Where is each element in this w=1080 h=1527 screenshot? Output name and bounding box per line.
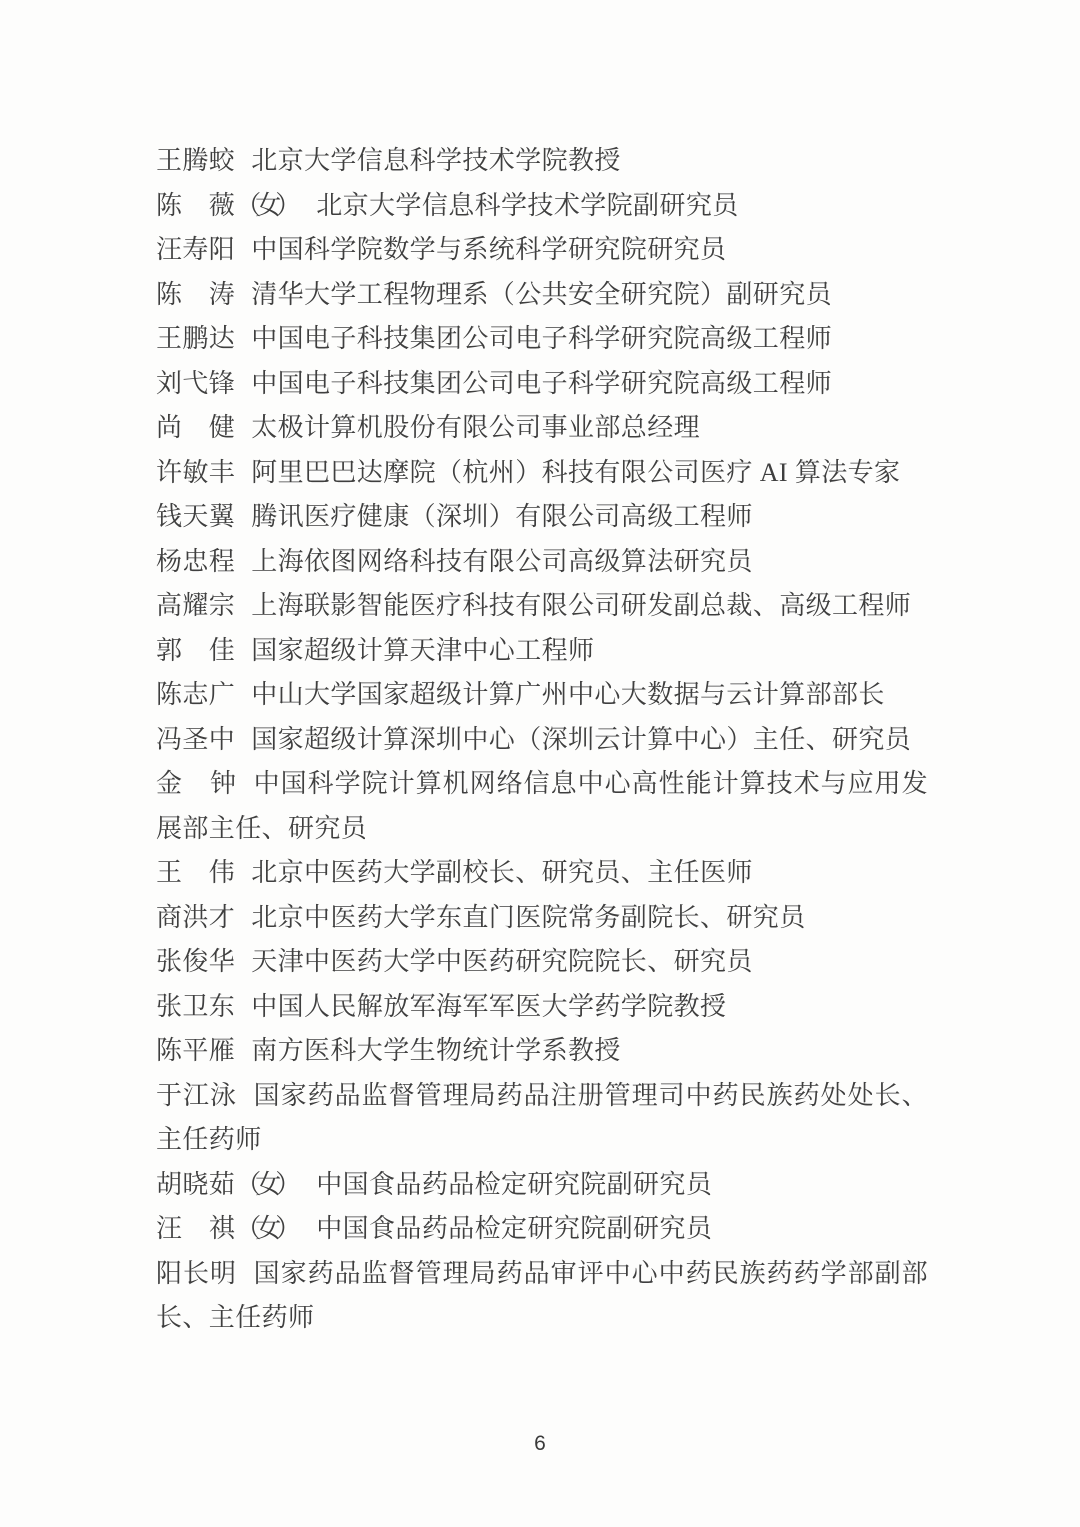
person-name: 金 钟 bbox=[156, 769, 237, 798]
roster-entry bbox=[156, 317, 928, 362]
roster-entry bbox=[156, 1252, 928, 1341]
name-title-separator bbox=[237, 1103, 253, 1104]
person-affiliation: 腾讯医疗健康（深圳）有限公司高级工程师 bbox=[251, 502, 753, 531]
name-title-separator bbox=[235, 658, 251, 659]
person-name: 汪寿阳 bbox=[156, 235, 236, 264]
person-name: 高耀宗 bbox=[156, 591, 236, 620]
person-name: 张俊华 bbox=[156, 947, 236, 976]
person-name: 钱天翼 bbox=[156, 502, 236, 531]
name-title-separator bbox=[237, 1281, 253, 1282]
name-title-separator bbox=[235, 880, 251, 881]
roster-list bbox=[156, 139, 928, 1341]
roster-entry bbox=[156, 851, 928, 896]
name-title-separator bbox=[235, 257, 251, 258]
person-affiliation: 天津中医药大学中医药研究院院长、研究员 bbox=[251, 947, 753, 976]
person-affiliation: 太极计算机股份有限公司事业部总经理 bbox=[251, 413, 701, 442]
person-name: 杨忠程 bbox=[156, 546, 236, 576]
female-marker: （女） bbox=[235, 190, 296, 220]
roster-entry bbox=[156, 762, 928, 851]
name-title-separator bbox=[237, 791, 253, 792]
person-affiliation: 中国食品药品检定研究院副研究员 bbox=[316, 1169, 713, 1199]
person-name: 冯圣中 bbox=[156, 724, 236, 754]
person-name: 陈志广 bbox=[156, 680, 236, 709]
person-affiliation: 国家超级计算深圳中心（深圳云计算中心）主任、研究员 bbox=[251, 724, 912, 754]
roster-entry bbox=[156, 1029, 928, 1074]
name-title-separator bbox=[235, 168, 251, 169]
name-title-separator bbox=[235, 1014, 251, 1015]
roster-entry bbox=[156, 584, 928, 629]
name-title-separator bbox=[289, 213, 316, 214]
roster-entry bbox=[156, 1163, 928, 1208]
person-affiliation: 中国科学院计算机网络信息中心高性能计算技术与应用发展部主任、研究员 bbox=[156, 769, 928, 843]
person-affiliation: 南方医科大学生物统计学系教授 bbox=[251, 1036, 621, 1065]
roster-entry bbox=[156, 1207, 928, 1252]
name-title-separator bbox=[235, 302, 251, 303]
roster-entry bbox=[156, 1074, 928, 1163]
name-title-separator bbox=[289, 1236, 316, 1237]
person-name: 胡晓茹 bbox=[156, 1169, 236, 1199]
person-name: 汪 祺 bbox=[156, 1214, 236, 1243]
roster-entry bbox=[156, 495, 928, 540]
person-affiliation: 清华大学工程物理系（公共安全研究院）副研究员 bbox=[251, 279, 833, 309]
roster-entry bbox=[156, 540, 928, 585]
person-affiliation: 中国科学院数学与系统科学研究院研究员 bbox=[251, 235, 727, 264]
person-affiliation: 上海联影智能医疗科技有限公司研发副总裁、高级工程师 bbox=[251, 591, 912, 620]
name-title-separator bbox=[235, 613, 251, 614]
person-name: 阳长明 bbox=[156, 1258, 237, 1288]
name-title-separator bbox=[235, 925, 251, 926]
person-affiliation: 国家药品监督管理局药品注册管理司中药民族药处处长、主任药师 bbox=[156, 1080, 928, 1154]
person-name: 商洪才 bbox=[156, 902, 236, 932]
person-affiliation: 北京中医药大学副校长、研究员、主任医师 bbox=[251, 858, 753, 887]
name-title-separator bbox=[235, 346, 251, 347]
page-number: 6 bbox=[534, 1432, 546, 1455]
roster-entry bbox=[156, 184, 928, 229]
person-affiliation: 国家超级计算天津中心工程师 bbox=[251, 635, 595, 665]
person-name: 尚 健 bbox=[156, 413, 236, 442]
roster-entry bbox=[156, 896, 928, 941]
person-name: 于江泳 bbox=[156, 1080, 237, 1110]
female-marker: （女） bbox=[235, 1214, 296, 1243]
name-title-separator bbox=[235, 1058, 251, 1059]
person-affiliation: 中国食品药品检定研究院副研究员 bbox=[316, 1214, 713, 1243]
person-affiliation: 中国人民解放军海军军医大学药学院教授 bbox=[251, 991, 727, 1021]
person-name: 许敏丰 bbox=[156, 457, 236, 487]
person-affiliation: 上海依图网络科技有限公司高级算法研究员 bbox=[251, 546, 753, 576]
roster-entry bbox=[156, 362, 928, 407]
person-affiliation: 阿里巴巴达摩院（杭州）科技有限公司医疗 AI 算法专家 bbox=[251, 457, 901, 487]
roster-entry bbox=[156, 629, 928, 674]
roster-entry bbox=[156, 985, 928, 1030]
name-title-separator bbox=[235, 702, 251, 703]
name-title-separator bbox=[235, 480, 251, 481]
roster-entry bbox=[156, 273, 928, 318]
person-affiliation: 北京大学信息科学技术学院副研究员 bbox=[316, 190, 739, 220]
name-title-separator bbox=[235, 569, 251, 570]
person-affiliation: 国家药品监督管理局药品审评中心中药民族药药学部副部长、主任药师 bbox=[156, 1258, 928, 1332]
person-name: 张卫东 bbox=[156, 991, 236, 1021]
person-affiliation: 中国电子科技集团公司电子科学研究院高级工程师 bbox=[251, 368, 833, 398]
roster-entry bbox=[156, 673, 928, 718]
name-title-separator bbox=[235, 435, 251, 436]
person-name: 郭 佳 bbox=[156, 635, 236, 665]
person-name: 陈平雁 bbox=[156, 1036, 236, 1065]
person-name: 王腾蛟 bbox=[156, 146, 236, 175]
roster-entry bbox=[156, 940, 928, 985]
person-name: 王鹏达 bbox=[156, 324, 236, 353]
page-footer bbox=[0, 1432, 1080, 1456]
person-affiliation: 北京大学信息科学技术学院教授 bbox=[251, 146, 621, 175]
name-title-separator bbox=[289, 1192, 316, 1193]
roster-entry bbox=[156, 718, 928, 763]
roster-entry bbox=[156, 451, 928, 496]
person-name: 陈 薇 bbox=[156, 190, 236, 220]
person-affiliation: 中山大学国家超级计算广州中心大数据与云计算部部长 bbox=[251, 680, 885, 709]
person-name: 陈 涛 bbox=[156, 279, 236, 309]
person-affiliation: 北京中医药大学东直门医院常务副院长、研究员 bbox=[251, 902, 806, 932]
person-affiliation: 中国电子科技集团公司电子科学研究院高级工程师 bbox=[251, 324, 833, 353]
roster-entry bbox=[156, 139, 928, 184]
person-name: 王 伟 bbox=[156, 858, 236, 887]
female-marker: （女） bbox=[235, 1169, 296, 1199]
name-title-separator bbox=[235, 391, 251, 392]
name-title-separator bbox=[235, 969, 251, 970]
roster-entry bbox=[156, 228, 928, 273]
name-title-separator bbox=[235, 524, 251, 525]
name-title-separator bbox=[235, 747, 251, 748]
person-name: 刘弋锋 bbox=[156, 368, 236, 398]
roster-entry bbox=[156, 406, 928, 451]
